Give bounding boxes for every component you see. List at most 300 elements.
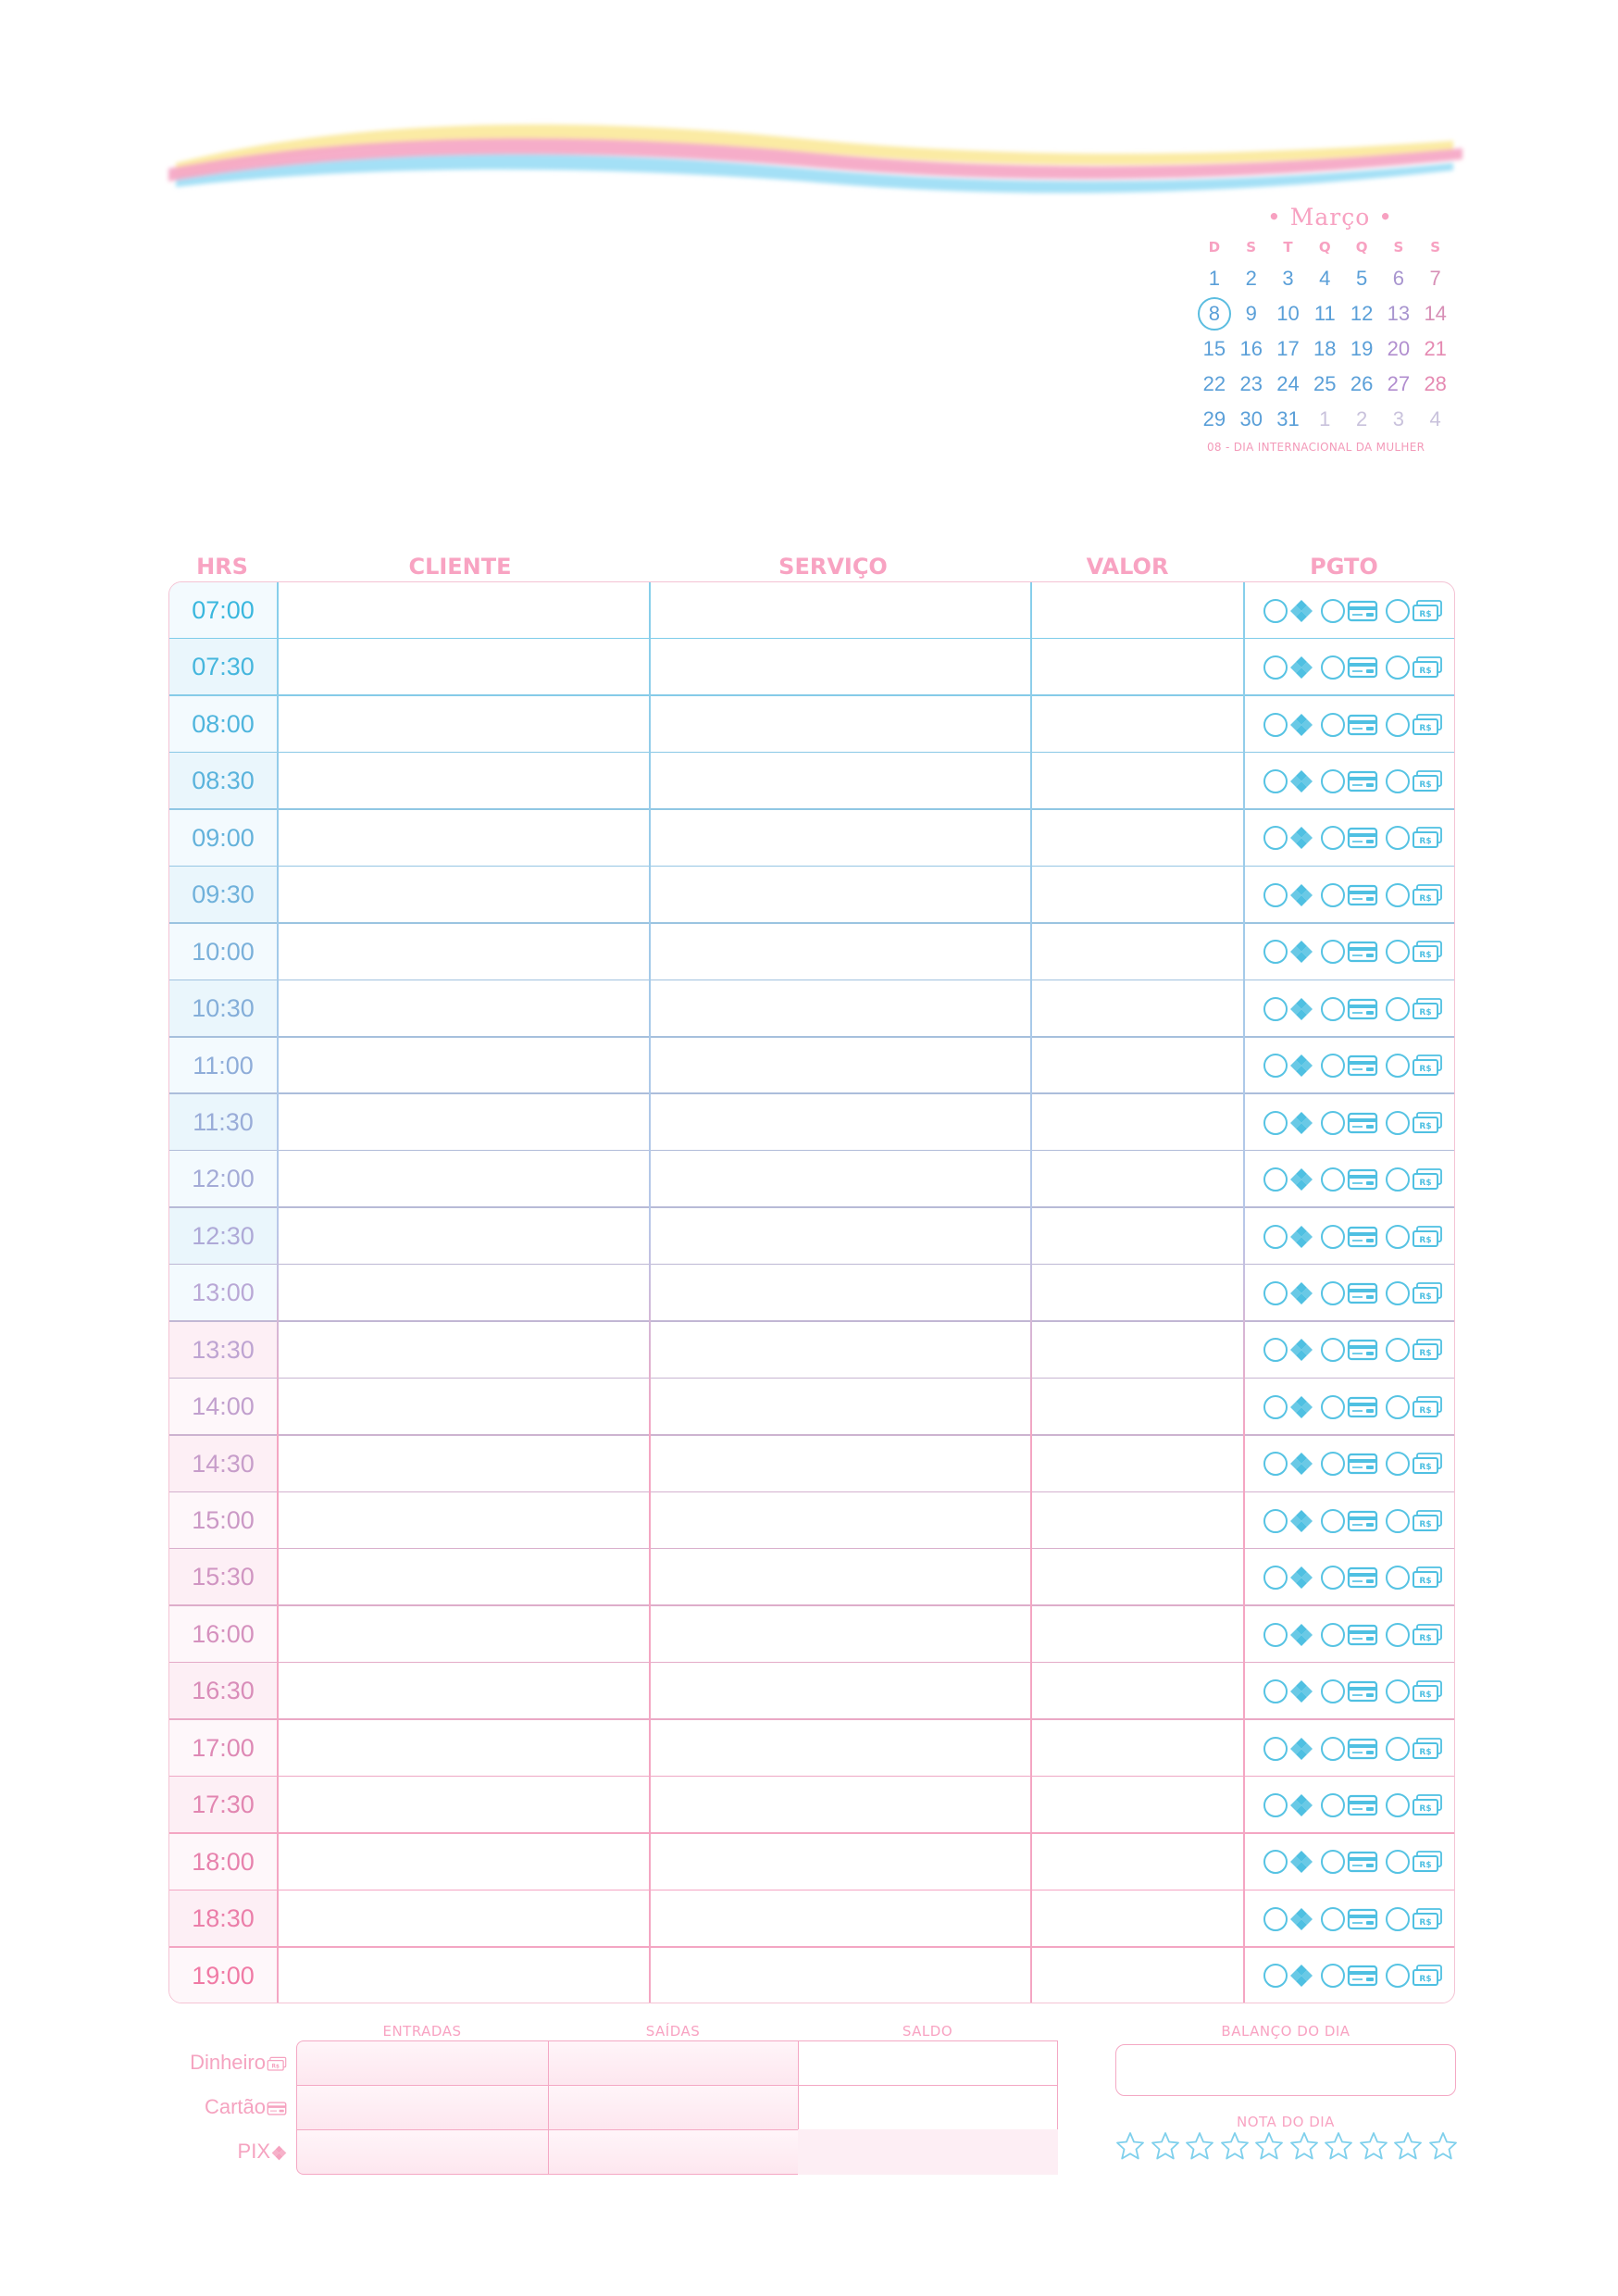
payment-checkbox[interactable] — [1386, 655, 1410, 680]
payment-checkbox[interactable] — [1321, 1225, 1345, 1249]
payment-checkbox[interactable] — [1386, 1679, 1410, 1703]
payment-checkbox[interactable] — [1386, 1793, 1410, 1817]
header-decoration — [157, 111, 1472, 204]
payment-option[interactable] — [1386, 1850, 1443, 1874]
finance-saldo-cell[interactable] — [798, 2129, 1058, 2175]
valor-cell[interactable] — [1030, 1834, 1243, 1890]
payment-option[interactable] — [1386, 1281, 1443, 1305]
payment-option[interactable] — [1386, 1509, 1443, 1533]
star-icon[interactable] — [1359, 2131, 1388, 2161]
payment-checkbox[interactable] — [1263, 1566, 1288, 1590]
calendar-day: 7 — [1429, 267, 1441, 290]
payment-option[interactable] — [1263, 1395, 1313, 1419]
cliente-cell[interactable] — [277, 980, 649, 1037]
payment-checkbox[interactable] — [1263, 1793, 1288, 1817]
valor-cell[interactable] — [1030, 1492, 1243, 1549]
star-icon[interactable] — [1151, 2131, 1180, 2161]
payment-checkbox[interactable] — [1263, 1964, 1288, 1988]
payment-checkbox[interactable] — [1386, 1623, 1410, 1647]
payment-option[interactable] — [1263, 940, 1313, 964]
valor-cell[interactable] — [1030, 753, 1243, 809]
payment-option[interactable] — [1321, 1395, 1378, 1419]
payment-checkbox[interactable] — [1263, 1338, 1288, 1362]
payment-checkbox[interactable] — [1321, 1509, 1345, 1533]
payment-checkbox[interactable] — [1321, 1111, 1345, 1135]
valor-cell[interactable] — [1030, 1663, 1243, 1719]
payment-option[interactable] — [1321, 1111, 1378, 1135]
servico-cell[interactable] — [649, 980, 1030, 1037]
payment-option[interactable] — [1386, 826, 1443, 850]
payment-checkbox[interactable] — [1263, 769, 1288, 793]
cliente-cell[interactable] — [277, 867, 649, 923]
table-row — [169, 1606, 1455, 1663]
calendar-day: 4 — [1429, 407, 1441, 430]
cliente-cell[interactable] — [277, 1379, 649, 1435]
valor-cell[interactable] — [1030, 1208, 1243, 1265]
valor-cell[interactable] — [1030, 1777, 1243, 1833]
calendar-day: 4 — [1319, 267, 1331, 290]
valor-cell[interactable] — [1030, 867, 1243, 923]
payment-checkbox[interactable] — [1321, 1679, 1345, 1703]
calendar-day: 11 — [1313, 302, 1336, 325]
column-divider — [1243, 582, 1245, 2003]
payment-checkbox[interactable] — [1321, 1907, 1345, 1931]
pix-icon — [1289, 1281, 1313, 1305]
payment-checkbox[interactable] — [1263, 1167, 1288, 1192]
cliente-cell[interactable] — [277, 696, 649, 753]
payment-option[interactable] — [1386, 1793, 1443, 1817]
valor-cell[interactable] — [1030, 924, 1243, 980]
payment-checkbox[interactable] — [1386, 1509, 1410, 1533]
payment-option[interactable] — [1263, 769, 1313, 793]
servico-cell[interactable] — [649, 1890, 1030, 1947]
pix-icon — [1289, 1623, 1313, 1647]
valor-cell[interactable] — [1030, 1720, 1243, 1777]
balanco-field[interactable] — [1115, 2044, 1456, 2096]
schedule-table — [168, 581, 1455, 2003]
payment-option[interactable] — [1386, 1338, 1443, 1362]
servico-cell[interactable] — [649, 1492, 1030, 1549]
payment-checkbox[interactable] — [1386, 883, 1410, 907]
payment-option[interactable] — [1321, 769, 1378, 793]
payment-option[interactable] — [1263, 1623, 1313, 1647]
payment-option[interactable] — [1263, 1793, 1313, 1817]
payment-checkbox[interactable] — [1321, 1566, 1345, 1590]
payment-checkbox[interactable] — [1263, 940, 1288, 964]
finance-saidas-cell[interactable] — [548, 2085, 799, 2130]
payment-option[interactable] — [1263, 599, 1313, 623]
payment-checkbox[interactable] — [1263, 997, 1288, 1021]
payment-options — [1251, 1890, 1455, 1947]
payment-checkbox[interactable] — [1321, 1281, 1345, 1305]
payment-checkbox[interactable] — [1263, 655, 1288, 680]
calendar-day: 30 — [1239, 407, 1263, 430]
payment-option[interactable] — [1321, 1679, 1378, 1703]
payment-option[interactable] — [1386, 940, 1443, 964]
card-icon — [1347, 1225, 1378, 1249]
cash-icon — [1412, 1907, 1443, 1931]
payment-option[interactable] — [1263, 997, 1313, 1021]
finance-saidas-cell[interactable] — [548, 2040, 799, 2086]
payment-option[interactable] — [1386, 1566, 1443, 1590]
payment-option[interactable] — [1321, 1793, 1378, 1817]
cliente-cell[interactable] — [277, 1322, 649, 1379]
payment-option[interactable] — [1263, 655, 1313, 680]
calendar-weekday: Q — [1318, 239, 1331, 256]
payment-checkbox[interactable] — [1386, 1167, 1410, 1192]
payment-checkbox[interactable] — [1386, 1964, 1410, 1988]
payment-option[interactable] — [1386, 1225, 1443, 1249]
payment-option[interactable] — [1321, 1452, 1378, 1476]
payment-checkbox[interactable] — [1321, 997, 1345, 1021]
payment-options — [1251, 1436, 1455, 1492]
valor-cell[interactable] — [1030, 582, 1243, 639]
valor-cell[interactable] — [1030, 1038, 1243, 1094]
payment-option[interactable] — [1263, 713, 1313, 737]
payment-option[interactable] — [1321, 1623, 1378, 1647]
payment-checkbox[interactable] — [1386, 1395, 1410, 1419]
star-icon[interactable] — [1289, 2131, 1319, 2161]
card-icon — [1347, 1793, 1378, 1817]
servico-cell[interactable] — [649, 1151, 1030, 1207]
payment-checkbox[interactable] — [1321, 769, 1345, 793]
payment-option[interactable] — [1386, 997, 1443, 1021]
payment-checkbox[interactable] — [1386, 1566, 1410, 1590]
payment-option[interactable] — [1263, 1111, 1313, 1135]
servico-cell[interactable] — [649, 1777, 1030, 1833]
payment-option[interactable] — [1386, 1167, 1443, 1192]
payment-option[interactable] — [1386, 1737, 1443, 1761]
cliente-cell[interactable] — [277, 1777, 649, 1833]
finance-saldo-cell[interactable] — [798, 2085, 1058, 2130]
table-row — [169, 696, 1455, 753]
payment-checkbox[interactable] — [1386, 1452, 1410, 1476]
mini-calendar — [1196, 202, 1464, 454]
calendar-day: 6 — [1392, 267, 1404, 290]
payment-checkbox[interactable] — [1263, 713, 1288, 737]
card-icon — [1347, 769, 1378, 793]
payment-option[interactable] — [1321, 655, 1378, 680]
cash-icon — [1412, 1679, 1443, 1703]
cliente-cell[interactable] — [277, 1663, 649, 1719]
servico-cell[interactable] — [649, 1606, 1030, 1663]
star-icon[interactable] — [1428, 2131, 1458, 2161]
servico-cell[interactable] — [649, 924, 1030, 980]
time-label: 19:00 — [169, 1948, 277, 2003]
payment-option[interactable] — [1386, 1111, 1443, 1135]
servico-cell[interactable] — [649, 696, 1030, 753]
cliente-cell[interactable] — [277, 1151, 649, 1207]
payment-option[interactable] — [1386, 1679, 1443, 1703]
payment-checkbox[interactable] — [1386, 1850, 1410, 1874]
payment-checkbox[interactable] — [1263, 1509, 1288, 1533]
servico-cell[interactable] — [649, 1549, 1030, 1605]
servico-cell[interactable] — [649, 639, 1030, 695]
pix-icon — [1289, 1679, 1313, 1703]
payment-option[interactable] — [1321, 826, 1378, 850]
payment-checkbox[interactable] — [1263, 599, 1288, 623]
payment-option[interactable] — [1321, 883, 1378, 907]
cliente-cell[interactable] — [277, 924, 649, 980]
payment-option[interactable] — [1263, 1338, 1313, 1362]
payment-option[interactable] — [1321, 940, 1378, 964]
payment-option[interactable] — [1263, 1167, 1313, 1192]
cliente-cell[interactable] — [277, 1948, 649, 2003]
payment-option[interactable] — [1386, 1964, 1443, 1988]
payment-option[interactable] — [1321, 599, 1378, 623]
cliente-cell[interactable] — [277, 639, 649, 695]
payment-checkbox[interactable] — [1386, 1737, 1410, 1761]
payment-option[interactable] — [1321, 1054, 1378, 1078]
payment-checkbox[interactable] — [1321, 1737, 1345, 1761]
payment-checkbox[interactable] — [1386, 1111, 1410, 1135]
valor-cell[interactable] — [1030, 810, 1243, 867]
cliente-cell[interactable] — [277, 1890, 649, 1947]
payment-checkbox[interactable] — [1263, 883, 1288, 907]
payment-checkbox[interactable] — [1321, 713, 1345, 737]
valor-cell[interactable] — [1030, 1606, 1243, 1663]
servico-cell[interactable] — [649, 1663, 1030, 1719]
star-icon[interactable] — [1115, 2131, 1145, 2161]
payment-option[interactable] — [1263, 1566, 1313, 1590]
payment-checkbox[interactable] — [1263, 1623, 1288, 1647]
finance-label-text: PIX — [237, 2140, 270, 2163]
payment-option[interactable] — [1386, 599, 1443, 623]
payment-option[interactable] — [1263, 1225, 1313, 1249]
payment-checkbox[interactable] — [1386, 1281, 1410, 1305]
cash-icon — [1412, 826, 1443, 850]
payment-option[interactable] — [1263, 1679, 1313, 1703]
payment-checkbox[interactable] — [1263, 1281, 1288, 1305]
star-icon[interactable] — [1393, 2131, 1423, 2161]
payment-checkbox[interactable] — [1321, 599, 1345, 623]
payment-checkbox[interactable] — [1386, 826, 1410, 850]
cliente-cell[interactable] — [277, 582, 649, 639]
cliente-cell[interactable] — [277, 1834, 649, 1890]
payment-checkbox[interactable] — [1321, 1054, 1345, 1078]
valor-cell[interactable] — [1030, 1890, 1243, 1947]
payment-checkbox[interactable] — [1321, 1793, 1345, 1817]
time-label: 14:00 — [169, 1379, 277, 1435]
payment-options — [1251, 1549, 1455, 1605]
time-label: 11:00 — [169, 1038, 277, 1094]
payment-checkbox[interactable] — [1321, 1452, 1345, 1476]
payment-checkbox[interactable] — [1386, 997, 1410, 1021]
payment-option[interactable] — [1321, 1225, 1378, 1249]
payment-option[interactable] — [1386, 769, 1443, 793]
cliente-cell[interactable] — [277, 810, 649, 867]
calendar-day: 26 — [1350, 372, 1374, 395]
table-row — [169, 810, 1455, 867]
cliente-cell[interactable] — [277, 1436, 649, 1492]
payment-option[interactable] — [1386, 1907, 1443, 1931]
payment-option[interactable] — [1386, 1054, 1443, 1078]
svg-text:R$: R$ — [1419, 1975, 1432, 1985]
time-label: 07:00 — [169, 582, 277, 639]
payment-option[interactable] — [1321, 1907, 1378, 1931]
star-icon[interactable] — [1324, 2131, 1353, 2161]
payment-checkbox[interactable] — [1263, 1395, 1288, 1419]
payment-option[interactable] — [1386, 1623, 1443, 1647]
payment-checkbox[interactable] — [1386, 1225, 1410, 1249]
payment-checkbox[interactable] — [1386, 713, 1410, 737]
servico-cell[interactable] — [649, 867, 1030, 923]
calendar-day: 9 — [1245, 302, 1257, 325]
cliente-cell[interactable] — [277, 1208, 649, 1265]
cliente-cell[interactable] — [277, 1094, 649, 1151]
valor-cell[interactable] — [1030, 980, 1243, 1037]
payment-option[interactable] — [1263, 1907, 1313, 1931]
payment-checkbox[interactable] — [1263, 1679, 1288, 1703]
nota-label: NOTA DO DIA — [1237, 2114, 1335, 2130]
card-icon — [1347, 713, 1378, 737]
time-label: 09:00 — [169, 810, 277, 867]
payment-checkbox[interactable] — [1263, 1111, 1288, 1135]
payment-checkbox[interactable] — [1321, 1964, 1345, 1988]
cash-icon — [266, 2051, 287, 2074]
cliente-cell[interactable] — [277, 1606, 649, 1663]
finance-entradas-cell[interactable] — [296, 2129, 549, 2175]
valor-cell[interactable] — [1030, 1322, 1243, 1379]
payment-option[interactable] — [1263, 1509, 1313, 1533]
finance-entradas-cell[interactable] — [296, 2040, 549, 2086]
pix-icon — [1289, 1566, 1313, 1590]
svg-text:R$: R$ — [1419, 1691, 1432, 1701]
payment-option[interactable] — [1321, 1850, 1378, 1874]
payment-option[interactable] — [1321, 1566, 1378, 1590]
payment-option[interactable] — [1263, 1054, 1313, 1078]
valor-cell[interactable] — [1030, 1436, 1243, 1492]
payment-checkbox[interactable] — [1263, 1907, 1288, 1931]
time-label: 11:30 — [169, 1094, 277, 1151]
payment-option[interactable] — [1321, 713, 1378, 737]
calendar-note: 08 - DIA INTERNACIONAL DA MULHER — [1207, 441, 1425, 454]
cliente-cell[interactable] — [277, 753, 649, 809]
payment-checkbox[interactable] — [1321, 940, 1345, 964]
servico-cell[interactable] — [649, 1038, 1030, 1094]
pix-icon — [1289, 1338, 1313, 1362]
payment-option[interactable] — [1263, 883, 1313, 907]
payment-checkbox[interactable] — [1321, 655, 1345, 680]
payment-checkbox[interactable] — [1321, 1395, 1345, 1419]
valor-cell[interactable] — [1030, 639, 1243, 695]
valor-cell[interactable] — [1030, 1379, 1243, 1435]
servico-cell[interactable] — [649, 1948, 1030, 2003]
payment-options — [1251, 867, 1455, 923]
payment-checkbox[interactable] — [1386, 599, 1410, 623]
valor-cell[interactable] — [1030, 1094, 1243, 1151]
payment-checkbox[interactable] — [1263, 1850, 1288, 1874]
table-row — [169, 1549, 1455, 1605]
servico-cell[interactable] — [649, 1436, 1030, 1492]
cliente-cell[interactable] — [277, 1492, 649, 1549]
calendar-weekdays — [1196, 233, 1464, 261]
payment-checkbox[interactable] — [1321, 1338, 1345, 1362]
payment-checkbox[interactable] — [1321, 1623, 1345, 1647]
payment-option[interactable] — [1386, 883, 1443, 907]
payment-checkbox[interactable] — [1263, 826, 1288, 850]
payment-checkbox[interactable] — [1321, 883, 1345, 907]
payment-checkbox[interactable] — [1386, 769, 1410, 793]
payment-option[interactable] — [1321, 997, 1378, 1021]
payment-checkbox[interactable] — [1263, 1054, 1288, 1078]
finance-saldo-cell[interactable] — [798, 2040, 1058, 2086]
payment-option[interactable] — [1386, 1452, 1443, 1476]
valor-cell[interactable] — [1030, 1948, 1243, 2003]
time-label: 10:00 — [169, 924, 277, 980]
payment-checkbox[interactable] — [1386, 1054, 1410, 1078]
payment-checkbox[interactable] — [1321, 826, 1345, 850]
servico-cell[interactable] — [649, 1834, 1030, 1890]
valor-cell[interactable] — [1030, 1151, 1243, 1207]
cash-icon — [1412, 769, 1443, 793]
finance-row-label — [176, 2129, 287, 2174]
cliente-cell[interactable] — [277, 1265, 649, 1321]
payment-option[interactable] — [1263, 1281, 1313, 1305]
servico-cell[interactable] — [649, 1208, 1030, 1265]
payment-option[interactable] — [1321, 1737, 1378, 1761]
servico-cell[interactable] — [649, 1094, 1030, 1151]
calendar-day: 29 — [1202, 407, 1226, 430]
finance-saidas-cell[interactable] — [548, 2129, 799, 2175]
payment-option[interactable] — [1321, 1167, 1378, 1192]
payment-checkbox[interactable] — [1386, 940, 1410, 964]
payment-checkbox[interactable] — [1386, 1338, 1410, 1362]
payment-option[interactable] — [1386, 655, 1443, 680]
valor-cell[interactable] — [1030, 696, 1243, 753]
cliente-cell[interactable] — [277, 1720, 649, 1777]
payment-option[interactable] — [1386, 713, 1443, 737]
servico-cell[interactable] — [649, 582, 1030, 639]
cliente-cell[interactable] — [277, 1549, 649, 1605]
servico-cell[interactable] — [649, 753, 1030, 809]
payment-checkbox[interactable] — [1321, 1167, 1345, 1192]
servico-cell[interactable] — [649, 1322, 1030, 1379]
payment-checkbox[interactable] — [1263, 1225, 1288, 1249]
cash-icon — [1412, 1111, 1443, 1135]
valor-cell[interactable] — [1030, 1265, 1243, 1321]
cash-icon — [1412, 599, 1443, 623]
payment-option[interactable] — [1386, 1395, 1443, 1419]
payment-option[interactable] — [1321, 1281, 1378, 1305]
payment-option[interactable] — [1263, 826, 1313, 850]
payment-option[interactable] — [1321, 1338, 1378, 1362]
star-icon[interactable] — [1220, 2131, 1250, 2161]
servico-cell[interactable] — [649, 1265, 1030, 1321]
payment-checkbox[interactable] — [1263, 1452, 1288, 1476]
star-icon[interactable] — [1185, 2131, 1214, 2161]
payment-checkbox[interactable] — [1263, 1737, 1288, 1761]
payment-option[interactable] — [1263, 1850, 1313, 1874]
payment-option[interactable] — [1263, 1737, 1313, 1761]
payment-checkbox[interactable] — [1386, 1907, 1410, 1931]
valor-cell[interactable] — [1030, 1549, 1243, 1605]
payment-option[interactable] — [1263, 1452, 1313, 1476]
payment-checkbox[interactable] — [1321, 1850, 1345, 1874]
servico-cell[interactable] — [649, 1720, 1030, 1777]
servico-cell[interactable] — [649, 810, 1030, 867]
time-label: 14:30 — [169, 1436, 277, 1492]
servico-cell[interactable] — [649, 1379, 1030, 1435]
star-icon[interactable] — [1254, 2131, 1284, 2161]
payment-option[interactable] — [1321, 1509, 1378, 1533]
payment-option[interactable] — [1263, 1964, 1313, 1988]
nota-rating[interactable] — [1115, 2131, 1458, 2161]
cliente-cell[interactable] — [277, 1038, 649, 1094]
cash-icon — [1412, 1281, 1443, 1305]
payment-option[interactable] — [1321, 1964, 1378, 1988]
finance-entradas-cell[interactable] — [296, 2085, 549, 2130]
